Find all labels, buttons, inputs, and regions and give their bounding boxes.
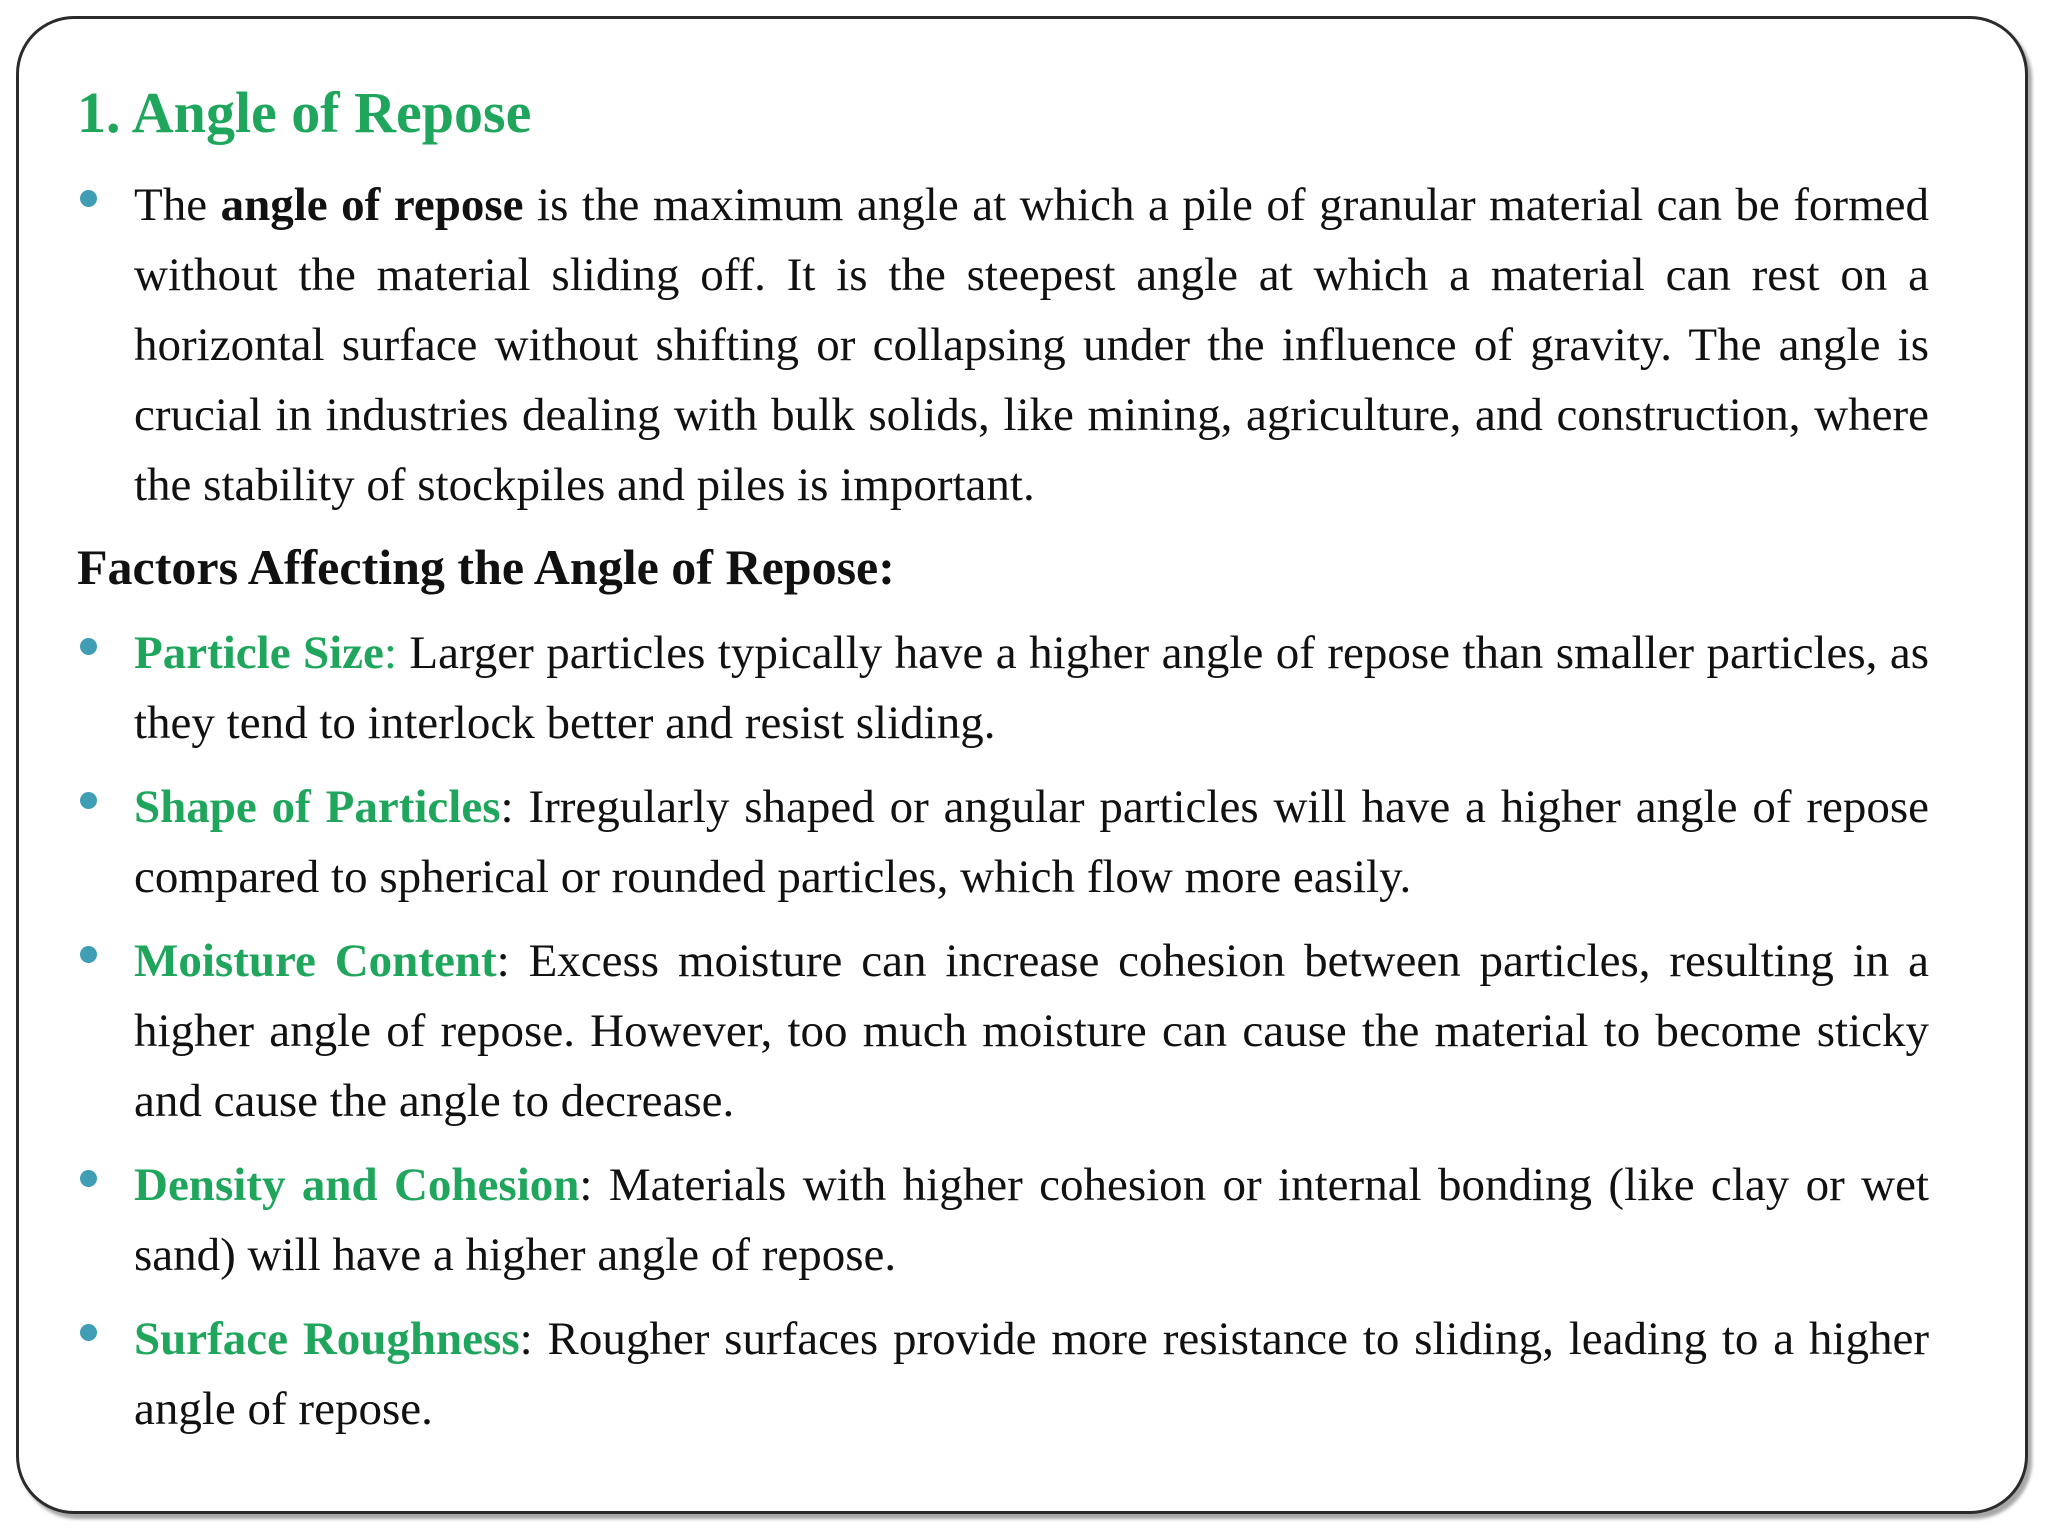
bullet-dot-icon bbox=[80, 946, 97, 963]
factor-name: Particle Size bbox=[134, 627, 384, 679]
bullet-dot-icon bbox=[80, 638, 97, 655]
definition-bullet bbox=[134, 170, 1929, 520]
factor-item-density-and-cohesion bbox=[134, 1150, 1929, 1290]
factor-separator: : bbox=[383, 627, 410, 679]
bullet-dot-icon bbox=[80, 1324, 97, 1341]
bullet-dot-icon bbox=[80, 1170, 97, 1187]
factor-name: Density and Cohesion bbox=[134, 1159, 580, 1211]
factor-text: Irregularly shaped or angular particles will have a higher angle of repose compared to spherical or rounded particles, which flow more easily. bbox=[134, 781, 1930, 903]
factor-name: Surface Roughness bbox=[134, 1313, 520, 1365]
factor-item-moisture-content bbox=[134, 926, 1929, 1136]
factor-text: Rougher surfaces provide more resistance to sliding, leading to a higher angle of repose. bbox=[134, 1313, 1929, 1435]
factor-separator: : bbox=[496, 935, 529, 987]
factor-text: Larger particles typically have a higher angle of repose than smaller particles, as they tend to interlock better and resist sliding. bbox=[134, 627, 1930, 749]
factor-text: Materials with higher cohesion or internal bonding (like clay or wet sand) will have a higher angle of repose. bbox=[134, 1159, 1929, 1281]
factor-separator: : bbox=[500, 781, 529, 833]
factor-item-surface-roughness bbox=[134, 1304, 1929, 1444]
factor-separator: : bbox=[519, 1313, 548, 1365]
factor-item-shape-of-particles bbox=[134, 772, 1929, 912]
definition-prefix: The bbox=[134, 179, 221, 231]
factor-name: Moisture Content bbox=[134, 935, 497, 987]
factor-item-particle-size bbox=[134, 618, 1929, 758]
bullet-dot-icon bbox=[80, 792, 97, 809]
factor-text: Excess moisture can increase cohesion between particles, resulting in a higher angle of repose. However, too much moisture can cause the material to become sticky and cause the angle to decrease. bbox=[134, 935, 1929, 1127]
factor-separator: : bbox=[579, 1159, 609, 1211]
bullet-dot-icon bbox=[80, 190, 97, 207]
definition-term: angle of repose bbox=[220, 179, 524, 231]
slide-title: 1. Angle of Repose bbox=[77, 80, 532, 145]
definition-text: is the maximum angle at which a pile of granular material can be formed without the material sliding off. It is the steepest angle at which a material can rest on a horizontal surface without shifting or collapsing under the influence of gravity. The angle is crucial in industries dealing with bulk solids, like mining, agriculture, and construction, where the stability of stockpiles and piles is important. bbox=[134, 179, 1929, 511]
factor-name: Shape of Particles bbox=[134, 781, 501, 833]
factors-heading: Factors Affecting the Angle of Repose: bbox=[77, 539, 895, 595]
